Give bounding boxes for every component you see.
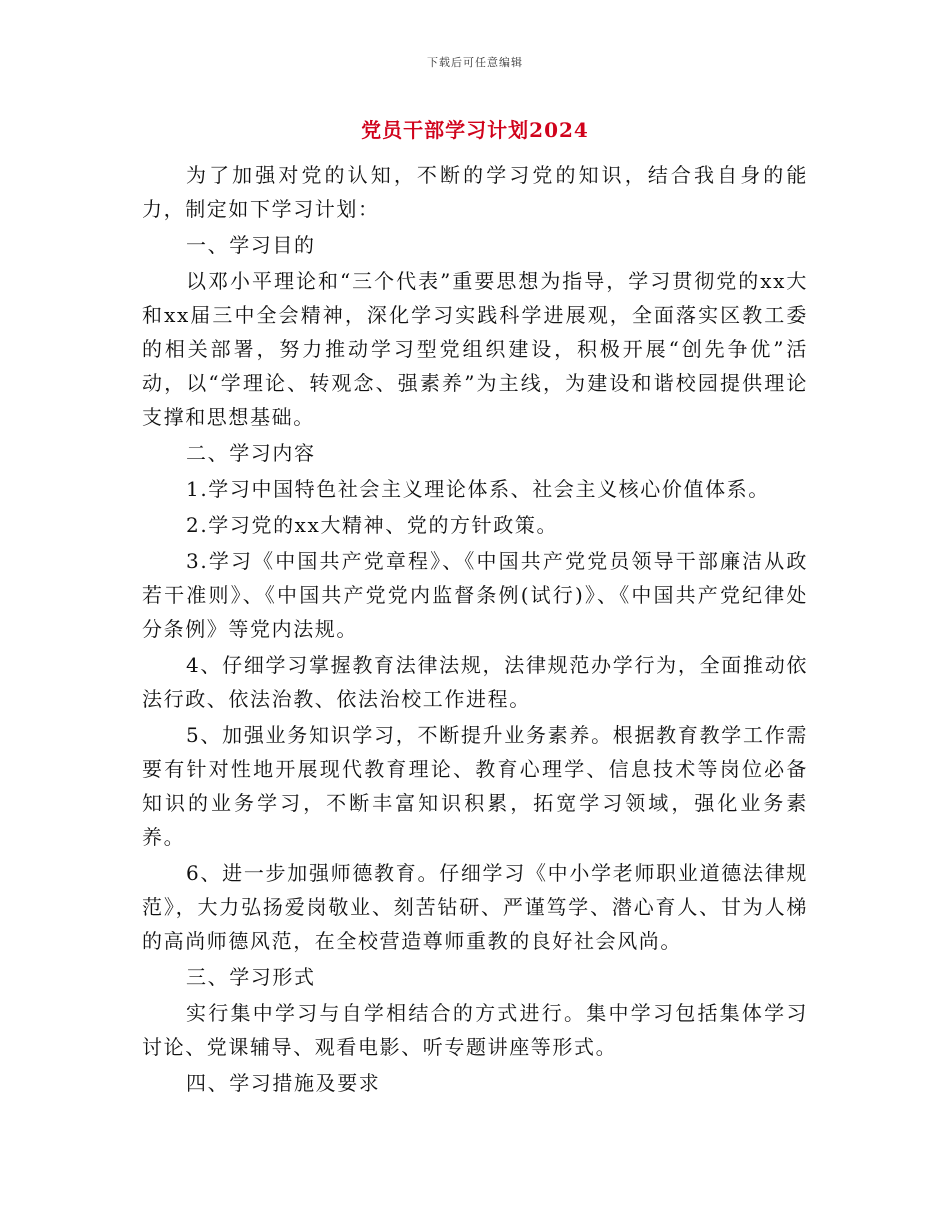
content-item-1: 1.学习中国特色社会主义理论体系、社会主义核心价值体系。 — [186, 477, 770, 501]
intro-paragraph: 为了加强对党的认知，不断的学习党的知识，结合我自身的能力，制定如下学习计划： — [142, 163, 808, 221]
document-title: 党员干部学习计划2024 — [361, 118, 589, 142]
section-heading-purpose: 一、学习目的 — [186, 233, 316, 257]
content-item-6: 6、进一步加强师德教育。仔细学习《中小学老师职业道德法律规范》，大力弘扬爱岗敬业、刻苦钻研、严谨笃学、潜心育人、甘为人梯的高尚师德风范，在全校营造尊师重教的良好社会风尚。 — [142, 861, 808, 953]
content-item-5: 5、加强业务知识学习，不断提升业务素养。根据教育教学工作需要有针对性地开展现代教育理论、教育心理学、信息技术等岗位必备知识的业务学习，不断丰富知识积累，拓宽学习领域，强化业务素养。 — [142, 723, 808, 849]
document-body — [142, 158, 808, 1102]
section-heading-content: 二、学习内容 — [186, 441, 316, 465]
content-item-3: 3.学习《中国共产党章程》、《中国共产党党员领导干部廉洁从政若干准则》、《中国共产党党内监督条例(试行)》、《中国共产党纪律处分条例》等党内法规。 — [142, 549, 808, 641]
section-heading-measures: 四、学习措施及要求 — [186, 1071, 381, 1095]
content-item-2: 2.学习党的xx大精神、党的方针政策。 — [186, 513, 559, 537]
content-item-4: 4、仔细学习掌握教育法律法规，法律规范办学行为，全面推动依法行政、依法治教、依法治校工作进程。 — [142, 653, 808, 711]
purpose-paragraph: 以邓小平理论和“三个代表”重要思想为指导，学习贯彻党的xx大和xx届三中全会精神，深化学习实践科学进展观，全面落实区教工委的相关部署，努力推动学习型党组织建设，积极开展“创先争优”活动，以“学理论、转观念、强素养”为主线，为建设和谐校园提供理论支撑和思想基础。 — [142, 269, 808, 429]
header-note: 下载后可任意编辑 — [427, 56, 523, 69]
form-paragraph: 实行集中学习与自学相结合的方式进行。集中学习包括集体学习讨论、党课辅导、观看电影、听专题讲座等形式。 — [142, 1001, 808, 1059]
section-heading-form: 三、学习形式 — [186, 965, 316, 989]
